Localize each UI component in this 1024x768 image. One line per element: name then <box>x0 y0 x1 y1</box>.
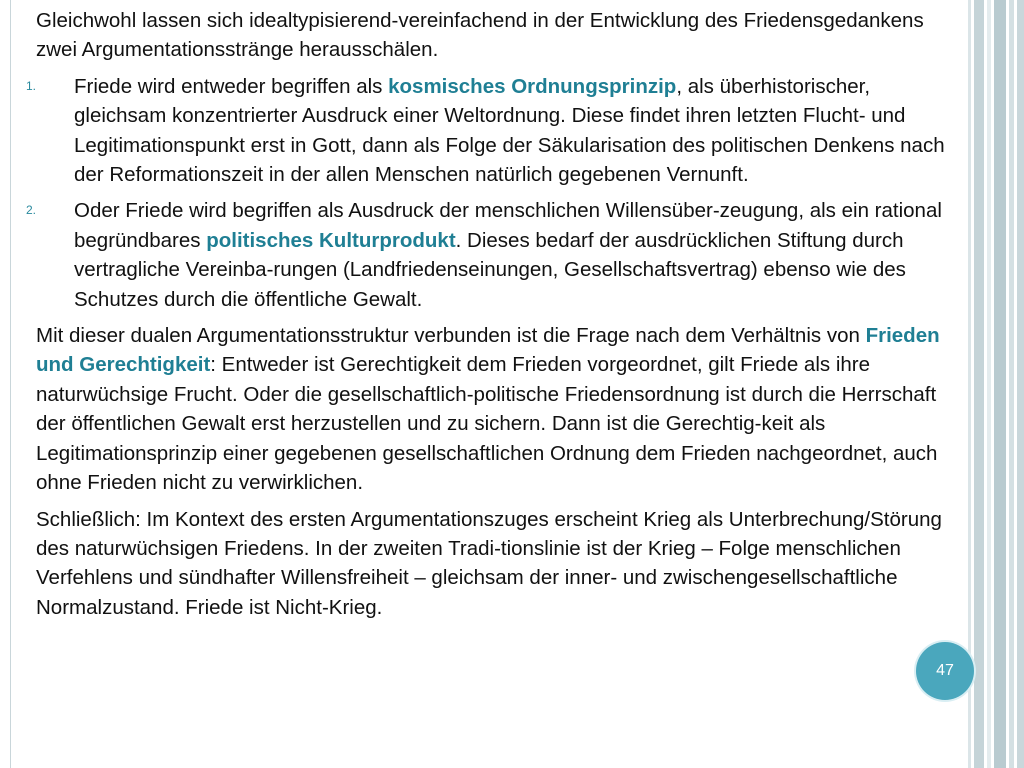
right-decoration-stripes <box>968 0 1024 768</box>
stripe <box>1017 0 1024 768</box>
stripe <box>994 0 1006 768</box>
list-item-2 <box>26 196 956 314</box>
paragraph-conclusion: Schließlich: Im Kontext des ersten Argumentationszuges erscheint Krieg als Unterbrechung/Störung des naturwüchsigen Friedens. In der zweiten Tradi-tionslinie ist der Krieg – Folge menschlichen Verfehlens und sündhafter Willensfreiheit – gleichsam der inner- und zwischengesellschaftliche Normalzustand. Friede ist Nicht-Krieg. <box>36 507 942 619</box>
list-item-text: , als überhistorischer, gleichsam konzentrierter Ausdruck einer Weltordnung. Diese findet ihren letzten Flucht- und Legitimationspunkt erst in Gott, dann als Folge der Säkularisation des politischen Denkens nach der Reformationszeit in der allen Menschen natürlich gegebenen Vernunft. <box>74 74 945 187</box>
slide-body <box>26 6 956 629</box>
list-marker: 2. <box>26 203 37 218</box>
argument-list <box>26 72 956 314</box>
list-item-text: Friede wird entweder begriffen als <box>74 74 389 98</box>
intro-paragraph: Gleichwohl lassen sich idealtypisierend-vereinfachend in der Entwicklung des Friedensgedankens zwei Argumentationsstränge herausschälen. <box>36 9 924 62</box>
stripe <box>968 0 971 768</box>
left-border <box>0 0 11 768</box>
stripe <box>987 0 991 768</box>
paragraph-text: Mit dieser dualen Argumentationsstruktur verbunden ist die Frage nach dem Verhältnis von <box>36 324 866 348</box>
paragraph-justice <box>36 321 956 497</box>
highlight-term: kosmisches Ordnungsprinzip <box>388 74 677 98</box>
highlight-term: Frieden und Gerechtigkeit <box>36 324 940 377</box>
list-item-text: . Dieses bedarf der ausdrücklichen Stiftung durch vertragliche Vereinba-rungen (Landfriedenseinungen, Gesellschaftsvertrag) ebenso wie des Schutzes durch die öffentliche Gewalt. <box>74 228 906 311</box>
stripe <box>974 0 984 768</box>
list-item-text: Oder Friede wird begriffen als Ausdruck der menschlichen Willensüber-zeugung, als ein rational begründbares <box>74 199 942 252</box>
paragraph-text: : Entweder ist Gerechtigkeit dem Frieden vorgeordnet, gilt Friede als ihre naturwüchsige Frucht. Oder die gesellschaftlich-politische Friedensordnung ist durch die Herrschaft der öffentlichen Gewalt erst herzustellen und zu sichern. Dann ist die Gerechtig-keit als Legitimationsprinzip einer gegebenen gesellschaftlichen Ordnung dem Frieden nachgeordnet, auch ohne Frieden nicht zu verwirklichen. <box>36 353 938 495</box>
page-number-badge: 47 <box>916 642 974 700</box>
highlight-term: politisches Kulturprodukt <box>206 228 456 252</box>
stripe <box>1009 0 1014 768</box>
list-marker: 1. <box>26 78 37 93</box>
list-item-1 <box>26 72 956 190</box>
